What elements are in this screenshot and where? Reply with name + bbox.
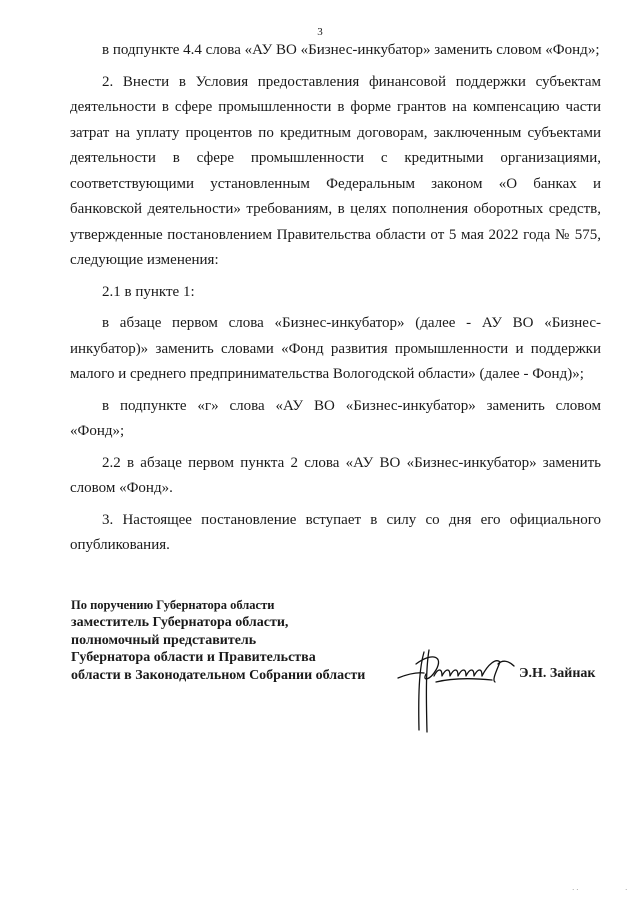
signatory-line-2: заместитель Губернатора области, (71, 615, 289, 630)
handwritten-signature-icon (396, 642, 518, 734)
paragraph-5: в подпункте «г» слова «АУ ВО «Бизнес-инкубатор» заменить словом «Фонд»; (70, 397, 601, 439)
paragraph-2: 2. Внести в Условия предоставления финансовой поддержки субъектам деятельности в сфере промышленности в форме грантов на компенсацию части затрат на уплату процентов по кредитным договорам, заключенным субъектами деятельности в сфере промышленности с кредитными организациями, соответствующими установленным Федеральным законом «О банках и банковской деятельности» требованиям, в целях пополнения оборотных средств, утвержденные постановлением Правительства области от 5 мая 2022 года № 575, следующие изменения: (70, 73, 601, 268)
page-number: 3 (317, 26, 323, 38)
signatory-line-4: Губернатора области и Правительства (71, 650, 316, 665)
scan-artifact: · (625, 886, 628, 894)
signatory-title-block (71, 596, 365, 684)
paragraph-1: в подпункте 4.4 слова «АУ ВО «Бизнес-инкубатор» заменить словом «Фонд»; (102, 42, 600, 58)
document-body (70, 38, 601, 559)
signatory-line-1: По поручению Губернатора области (71, 598, 275, 612)
paragraph-3: 2.1 в пункте 1: (102, 283, 195, 300)
scan-artifact: · · (572, 886, 579, 894)
paragraph-4: в абзаце первом слова «Бизнес-инкубатор» (далее - АУ ВО «Бизнес-инкубатор)» заменить словами «Фонд развития промышленности и поддержки малого и среднего предпринимательства Вологодской области» (далее - Фонд)»; (70, 315, 601, 382)
signatory-line-5: области в Законодательном Собрании области (71, 667, 366, 683)
paragraph-6: 2.2 в абзаце первом пункта 2 слова «АУ ВО «Бизнес-инкубатор» заменить словом «Фонд». (70, 454, 601, 496)
signatory-name: Э.Н. Зайнак (519, 666, 596, 681)
signatory-line-3: полномочный представитель (71, 632, 257, 648)
paragraph-7: 3. Настоящее постановление вступает в силу со дня его официального опубликования. (70, 511, 601, 553)
